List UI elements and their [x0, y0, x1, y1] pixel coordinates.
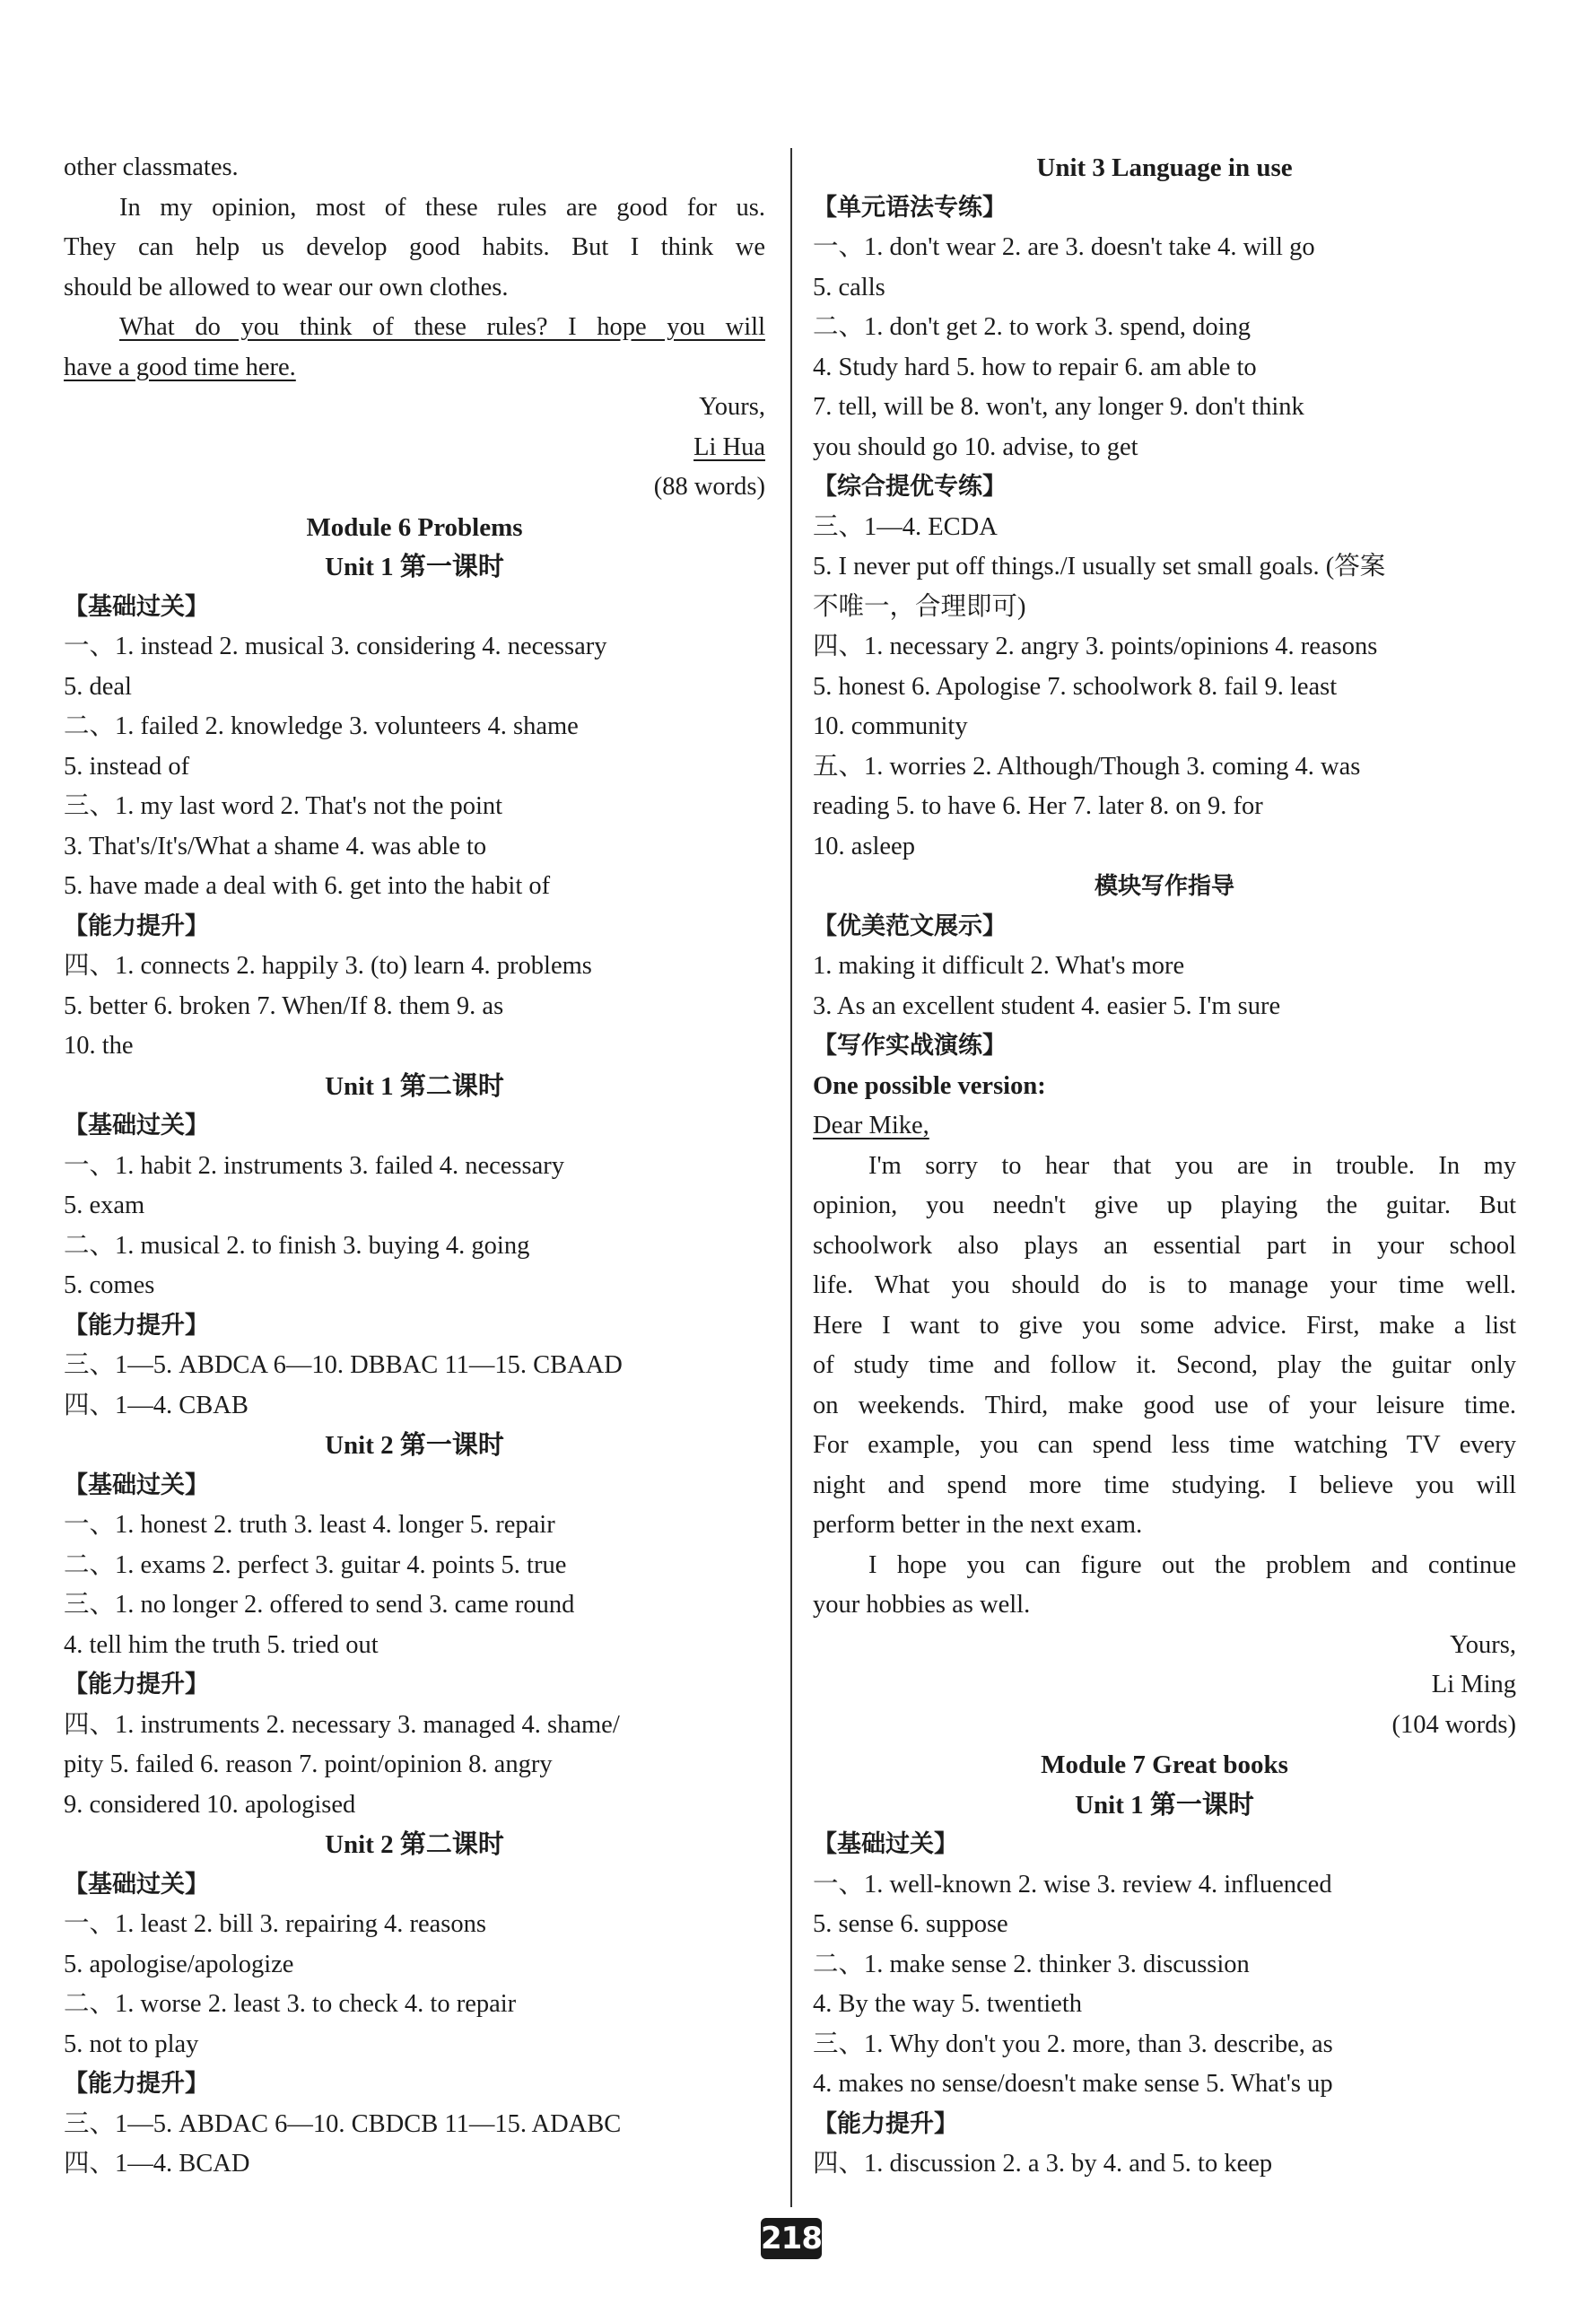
answer-line: 10. the	[64, 1032, 134, 1060]
letter-line: perform better in the next exam.	[813, 1511, 1143, 1539]
letter-line: opinion, you needn't give up playing the guitar. But	[813, 1192, 1516, 1219]
answer-line: 9. considered 10. apologised	[64, 1790, 356, 1819]
unit-title: Unit 2 第一课时	[325, 1431, 504, 1460]
word-count: (88 words)	[653, 473, 765, 501]
letter-line: night and spend more time studying. I believe you will	[813, 1471, 1516, 1499]
sample-version-label: One possible version:	[813, 1071, 1046, 1100]
unit-3-title: Unit 3 Language in use	[1036, 153, 1293, 182]
letter-line: should be allowed to wear our own clothes.	[64, 273, 509, 301]
answer-line: 四、1—4. CBAB	[64, 1391, 249, 1419]
answer-line: 5. apologise/apologize	[64, 1950, 294, 1978]
answer-line: 一、1. honest 2. truth 3. least 4. longer 5. repair	[64, 1511, 555, 1539]
answer-line: 5. comes	[64, 1271, 155, 1299]
answer-line: 不唯一，合理即可)	[813, 592, 1026, 621]
section-heading: 【基础过关】	[64, 1471, 209, 1499]
answer-line: 5. I never put off things./I usually set small goals. (答案	[813, 553, 1386, 580]
answer-line: 1. making it difficult 2. What's more	[813, 952, 1185, 980]
section-heading: 【写作实战演练】	[813, 1032, 1007, 1060]
answer-line: 二、1. make sense 2. thinker 3. discussion	[813, 1950, 1250, 1978]
module-6-title: Module 6 Problems	[306, 512, 523, 542]
letter-line: For example, you can spend less time watching TV every	[813, 1431, 1516, 1459]
answer-line: 5. have made a deal with 6. get into the habit of	[64, 872, 551, 900]
answer-line: 10. community	[813, 712, 968, 740]
answer-line: 4. makes no sense/doesn't make sense 5. What's up	[813, 2070, 1333, 2098]
unit-title: Unit 1 第一课时	[325, 553, 504, 581]
section-heading: 【单元语法专练】	[813, 193, 1007, 222]
letter-closing: Yours,	[699, 393, 765, 421]
letter-signature: Li Ming	[1431, 1671, 1516, 1698]
answer-line: 3. That's/It's/What a shame 4. was able to	[64, 832, 487, 860]
letter-line: of study time and follow it. Second, play the guitar only	[813, 1351, 1516, 1379]
answer-line: 3. As an excellent student 4. easier 5. I'm sure	[813, 991, 1281, 1020]
answer-line: 三、1—4. ECDA	[813, 512, 998, 541]
answer-line: pity 5. failed 6. reason 7. point/opinion 8. angry	[64, 1750, 553, 1778]
answer-line: 三、1. no longer 2. offered to send 3. came round	[64, 1591, 575, 1619]
letter-line: other classmates.	[64, 153, 239, 181]
answer-line: 三、1—5. ABDAC 6—10. CBDCB 11—15. ADABC	[64, 2109, 622, 2138]
answer-line: 三、1. Why don't you 2. more, than 3. describe, as	[813, 2030, 1333, 2058]
letter-line: I'm sorry to hear that you are in trouble. In my	[868, 1151, 1516, 1180]
answer-line: 7. tell, will be 8. won't, any longer 9. don't think	[813, 393, 1304, 421]
unit-title: Unit 1 第一课时	[1075, 1790, 1254, 1820]
letter-closing: Yours,	[1450, 1630, 1516, 1659]
section-heading: 【能力提升】	[64, 912, 209, 940]
answer-line: 5. not to play	[64, 2030, 199, 2058]
answer-line: 三、1—5. ABDCA 6—10. DBBAC 11—15. CBAAD	[64, 1351, 623, 1379]
letter-line: life. What you should do is to manage your time well.	[813, 1271, 1516, 1299]
unit-title: Unit 1 第二课时	[325, 1071, 504, 1101]
section-heading: 【综合提优专练】	[813, 473, 1007, 501]
section-heading: 【能力提升】	[64, 1671, 209, 1698]
answer-line: 五、1. worries 2. Although/Though 3. coming 4. was	[813, 752, 1361, 781]
answer-line: 四、1. connects 2. happily 3. (to) learn 4. problems	[64, 952, 592, 980]
answer-line: 5. instead of	[64, 752, 190, 781]
answer-line: 4. By the way 5. twentieth	[813, 1990, 1082, 2018]
section-heading: 【优美范文展示】	[813, 912, 1007, 940]
answer-line: 10. asleep	[813, 832, 915, 860]
letter-line: I hope you can figure out the problem and continue	[868, 1550, 1516, 1579]
letter-line-underlined: have a good time here.	[64, 353, 296, 381]
right-column	[813, 148, 1516, 2185]
answer-line: 一、1. least 2. bill 3. repairing 4. reasons	[64, 1910, 486, 1938]
writing-guide-title: 模块写作指导	[1094, 873, 1234, 900]
module-7-title: Module 7 Great books	[1041, 1750, 1288, 1779]
answer-line: 三、1. my last word 2. That's not the point	[64, 792, 503, 820]
answer-line: you should go 10. advise, to get	[813, 432, 1138, 461]
letter-line: your hobbies as well.	[813, 1591, 1031, 1619]
answer-line: 二、1. exams 2. perfect 3. guitar 4. points 5. true	[64, 1550, 567, 1579]
section-heading: 【能力提升】	[813, 2109, 958, 2138]
answer-line: 5. better 6. broken 7. When/If 8. them 9. as	[64, 991, 504, 1020]
section-heading: 【能力提升】	[64, 1311, 209, 1340]
letter-signature: Li Hua	[693, 432, 765, 461]
letter-line: schoolwork also plays an essential part in your school	[813, 1231, 1516, 1260]
answer-line: 二、1. don't get 2. to work 3. spend, doing	[813, 313, 1252, 341]
answer-line: 二、1. worse 2. least 3. to check 4. to repair	[64, 1990, 517, 2018]
answer-line: 5. sense 6. suppose	[813, 1910, 1008, 1938]
letter-line: They can help us develop good habits. But I think we	[64, 233, 765, 261]
unit-title: Unit 2 第二课时	[325, 1830, 504, 1859]
letter-line: on weekends. Third, make good use of your leisure time.	[813, 1391, 1516, 1419]
letter-greeting: Dear Mike,	[813, 1112, 929, 1139]
answer-line: 4. tell him the truth 5. tried out	[64, 1630, 379, 1659]
column-divider	[790, 148, 792, 2207]
answer-line: 四、1. instruments 2. necessary 3. managed 4. shame/	[64, 1710, 620, 1739]
answer-line: 二、1. failed 2. knowledge 3. volunteers 4. shame	[64, 712, 579, 740]
word-count: (104 words)	[1391, 1710, 1516, 1739]
section-heading: 【能力提升】	[64, 2070, 209, 2098]
answer-line: 二、1. musical 2. to finish 3. buying 4. going	[64, 1231, 530, 1260]
answer-line: 一、1. habit 2. instruments 3. failed 4. necessary	[64, 1151, 565, 1180]
section-heading: 【基础过关】	[64, 1870, 209, 1899]
answer-line: 一、1. well-known 2. wise 3. review 4. influenced	[813, 1870, 1332, 1899]
page-number: 218	[761, 2218, 822, 2259]
section-heading: 【基础过关】	[64, 592, 209, 621]
answer-line: 四、1. necessary 2. angry 3. points/opinions 4. reasons	[813, 633, 1378, 660]
answer-line: 5. honest 6. Apologise 7. schoolwork 8. fail 9. least	[813, 672, 1338, 701]
letter-line: In my opinion, most of these rules are good for us.	[119, 193, 765, 222]
section-heading: 【基础过关】	[813, 1830, 958, 1858]
answer-line: 5. calls	[813, 273, 885, 301]
answer-line: 5. exam	[64, 1192, 145, 1219]
answer-line: 一、1. don't wear 2. are 3. doesn't take 4. will go	[813, 233, 1315, 261]
answer-line: 四、1. discussion 2. a 3. by 4. and 5. to keep	[813, 2150, 1273, 2178]
answer-line: 5. deal	[64, 672, 132, 701]
answer-line: 四、1—4. BCAD	[64, 2150, 250, 2178]
section-heading: 【基础过关】	[64, 1112, 209, 1139]
answer-line: reading 5. to have 6. Her 7. later 8. on 9. for	[813, 792, 1263, 820]
answer-line: 一、1. instead 2. musical 3. considering 4. necessary	[64, 633, 607, 660]
letter-line-underlined: What do you think of these rules? I hope you will	[119, 313, 765, 341]
answer-line: 4. Study hard 5. how to repair 6. am able to	[813, 353, 1257, 381]
left-column	[64, 148, 765, 2185]
letter-line: Here I want to give you some advice. First, make a list	[813, 1311, 1516, 1340]
